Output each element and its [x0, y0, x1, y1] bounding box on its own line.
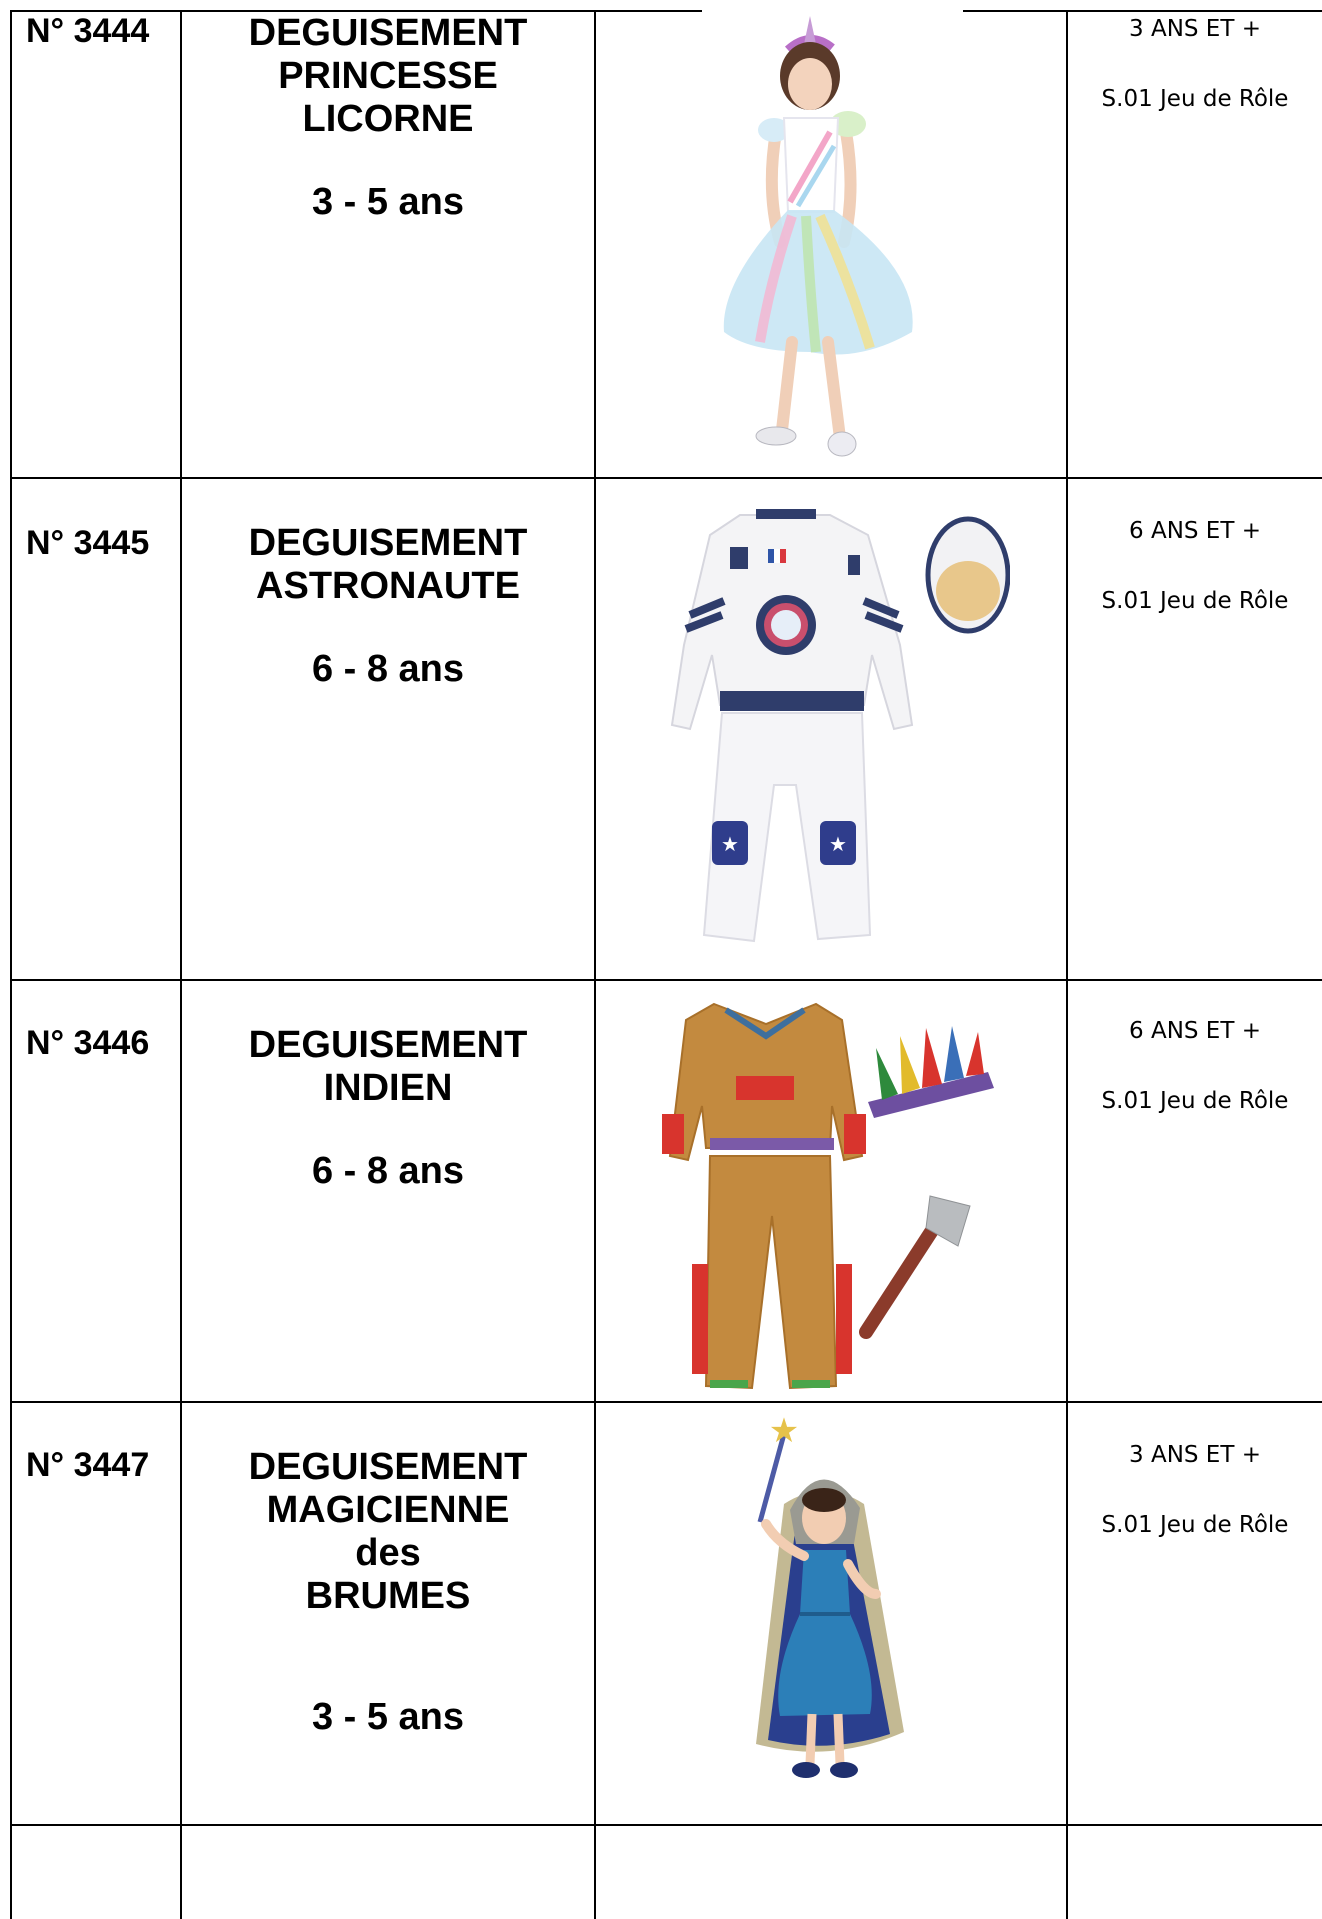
svg-text:★: ★ [829, 834, 847, 856]
category-label: S.01 Jeu de Rôle [1101, 86, 1289, 112]
item-number: N° 3444 [26, 12, 150, 50]
row-divider-3 [10, 1401, 1322, 1403]
table-divider-3 [1066, 10, 1068, 1919]
item-number: N° 3446 [26, 1024, 150, 1062]
title-line: DEGUISEMENT [248, 522, 528, 564]
table-divider-2 [594, 10, 596, 1919]
age-label: 6 ANS ET + [1129, 518, 1261, 544]
svg-text:★: ★ [768, 1414, 800, 1450]
tomahawk [866, 1196, 970, 1332]
item-title [182, 1446, 594, 1739]
svg-text:★: ★ [721, 834, 739, 856]
item-meta [1068, 518, 1322, 614]
title-line: PRINCESSE [278, 55, 498, 97]
item-ages: 6 - 8 ans [311, 1150, 465, 1192]
age-label: 6 ANS ET + [1129, 1018, 1261, 1044]
category-label: S.01 Jeu de Rôle [1101, 588, 1289, 614]
age-label: 3 ANS ET + [1129, 1442, 1261, 1468]
item-ages: 3 - 5 ans [311, 1696, 465, 1738]
feather-headdress [868, 1026, 994, 1118]
table-border-top-right [963, 10, 1322, 12]
title-line: INDIEN [323, 1067, 453, 1109]
category-label: S.01 Jeu de Rôle [1101, 1512, 1289, 1538]
item-ages: 6 - 8 ans [311, 648, 465, 690]
title-line: des [355, 1532, 421, 1574]
title-line: DEGUISEMENT [248, 1024, 528, 1066]
title-line: DEGUISEMENT [248, 12, 528, 54]
item-number: N° 3445 [26, 524, 150, 562]
item-meta [1068, 1442, 1322, 1538]
item-title [182, 12, 594, 224]
row-divider-1 [10, 477, 1322, 479]
indian-costume-photo [640, 996, 1010, 1396]
item-meta [1068, 16, 1322, 112]
mist-magician-photo [700, 1414, 940, 1814]
row-divider-4 [10, 1824, 1322, 1826]
category-label: S.01 Jeu de Rôle [1101, 1088, 1289, 1114]
unicorn-princess-photo [680, 12, 980, 472]
item-title [182, 522, 594, 691]
title-line: ASTRONAUTE [256, 565, 520, 607]
title-line: MAGICIENNE [266, 1489, 510, 1531]
item-number: N° 3447 [26, 1446, 150, 1484]
item-ages: 3 - 5 ans [311, 181, 465, 223]
title-line: BRUMES [305, 1575, 471, 1617]
title-line: DEGUISEMENT [248, 1446, 528, 1488]
row-divider-2 [10, 979, 1322, 981]
item-meta [1068, 1018, 1322, 1114]
title-line: LICORNE [302, 98, 474, 140]
item-title [182, 1024, 594, 1193]
astronaut-costume-photo [650, 495, 1010, 965]
table-border-left [10, 10, 12, 1919]
age-label: 3 ANS ET + [1129, 16, 1261, 42]
